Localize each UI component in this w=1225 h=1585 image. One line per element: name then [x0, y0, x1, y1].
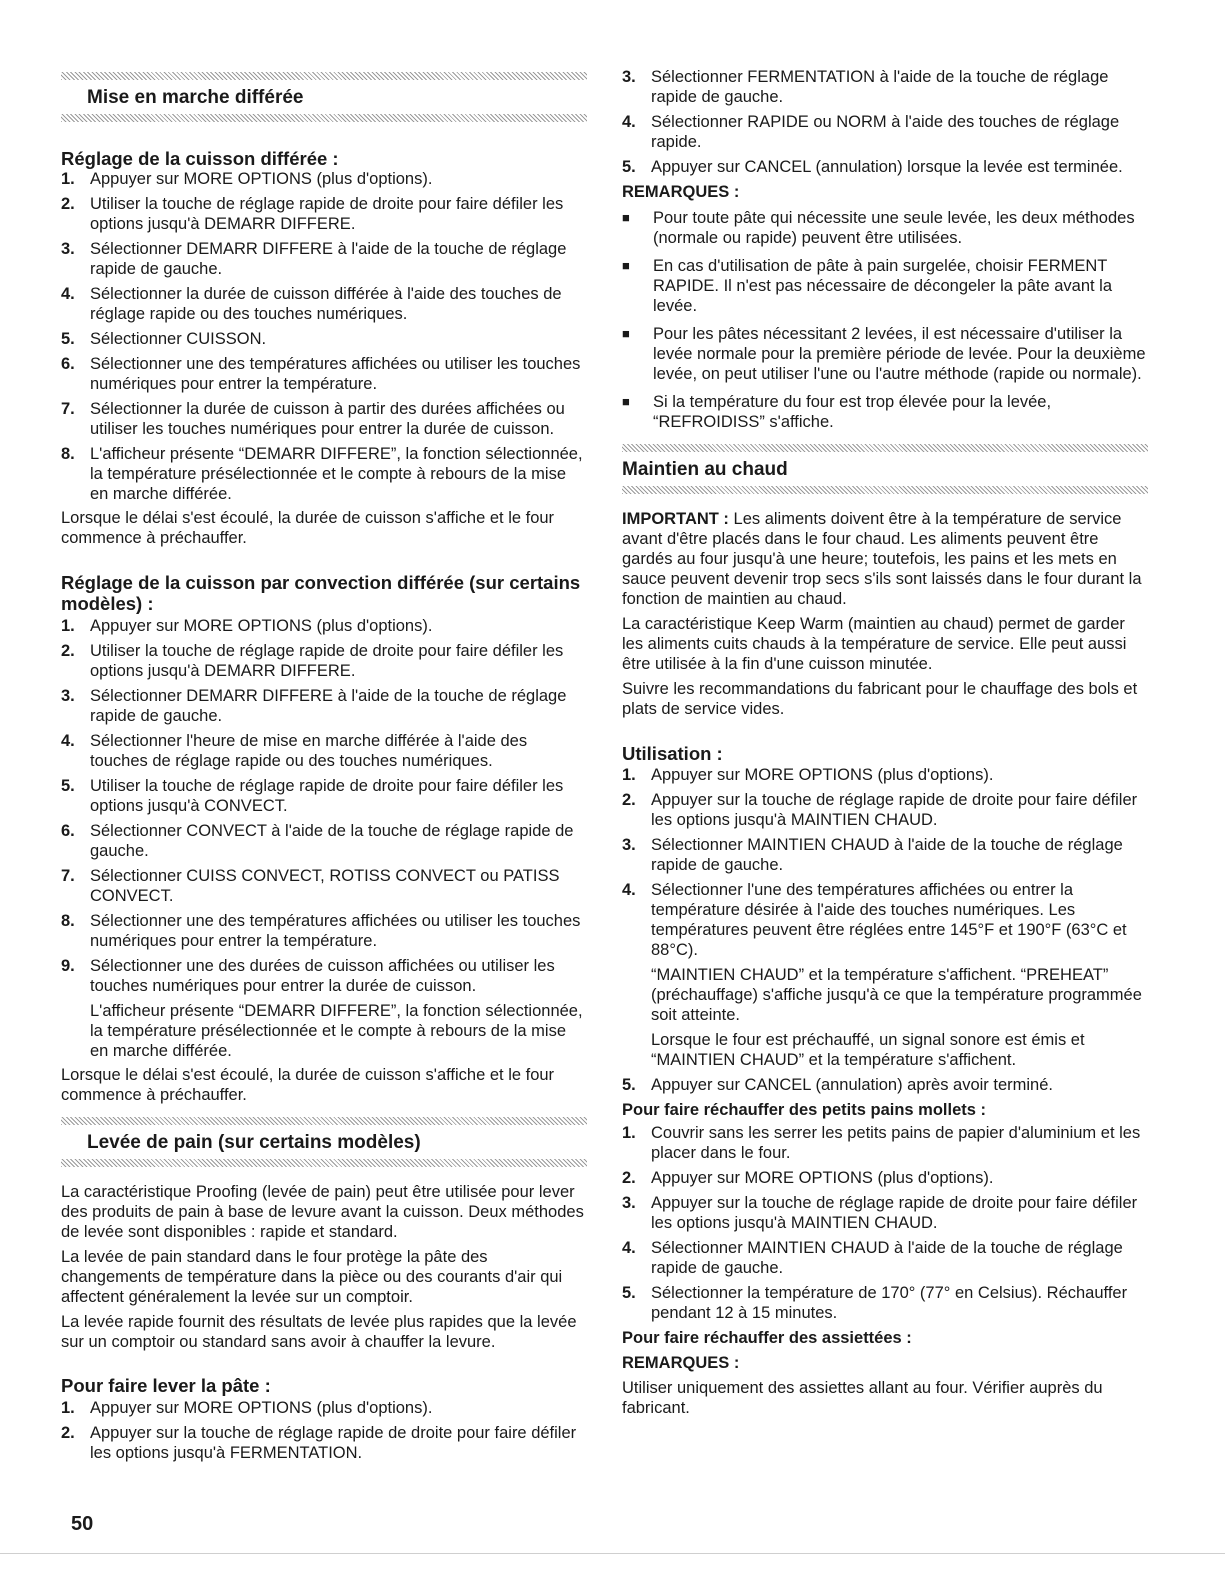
bullet-item: [622, 208, 1148, 248]
list-item: [61, 866, 587, 906]
paragraph: Lorsque le délai s'est écoulé, la durée de cuisson s'affiche et le four commence à préchauffer.: [61, 1066, 555, 1104]
item-number: 5.: [61, 777, 75, 795]
proof-steps-continued: [622, 67, 1148, 177]
item-text: L'afficheur présente “DEMARR DIFFERE”, la fonction sélectionnée, la température présélectionnée et le compte à rebours de la mise en marche différée.: [90, 445, 583, 503]
item-text: Utiliser la touche de réglage rapide de droite pour faire défiler les options jusqu'à DEMARR DIFFERE.: [90, 195, 564, 233]
item-text: Appuyer sur CANCEL (annulation) lorsque la levée est terminée.: [651, 158, 1123, 176]
right-column: [622, 0, 1148, 1418]
item-text: Appuyer sur la touche de réglage rapide de droite pour faire défiler les options jusqu'à MAINTIEN CHAUD.: [651, 1194, 1138, 1232]
subheading: Pour faire lever la pâte :: [61, 1375, 271, 1396]
list-item: [622, 835, 1148, 875]
paragraph: La levée de pain standard dans le four protège la pâte des changements de température dans la pièce ou des courants d'air qui affectent généralement la levée sur un comptoir.: [61, 1248, 563, 1306]
item-text: Sélectionner une des températures affichées ou utiliser les touches numériques pour entrer la température.: [90, 912, 581, 950]
remarks-label: REMARQUES :: [622, 1354, 740, 1372]
item-text: Sélectionner DEMARR DIFFERE à l'aide de la touche de réglage rapide de gauche.: [90, 240, 567, 278]
hatch-rule-bottom: [61, 1159, 587, 1167]
item-text: Sélectionner CUISS CONVECT, ROTISS CONVECT ou PATISS CONVECT.: [90, 867, 560, 905]
item-number: 5.: [61, 330, 75, 348]
step-note: Lorsque le four est préchauffé, un signal sonore est émis et “MAINTIEN CHAUD” et la température s'affichent.: [651, 1031, 1085, 1069]
item-text: Sélectionner CUISSON.: [90, 330, 267, 348]
hatch-rule-top: [61, 72, 587, 80]
list-item: [622, 1283, 1148, 1323]
remarks-list: [622, 208, 1148, 432]
list-item: [61, 444, 587, 504]
subheading-plates: Pour faire réchauffer des assiettées :: [622, 1329, 912, 1347]
section-header-keep-warm: [622, 444, 1148, 494]
item-text: Sélectionner l'heure de mise en marche différée à l'aide des touches de réglage rapide ou des touches numériques.: [90, 732, 528, 770]
item-number: 3.: [61, 687, 75, 705]
item-text: Sélectionner CONVECT à l'aide de la touche de réglage rapide de gauche.: [90, 822, 574, 860]
list-item: [61, 641, 587, 681]
item-number: 5.: [622, 158, 636, 176]
square-bullet-icon: ■: [622, 326, 630, 341]
item-number: 6.: [61, 822, 75, 840]
item-text: Appuyer sur la touche de réglage rapide de droite pour faire défiler les options jusqu'à MAINTIEN CHAUD.: [651, 791, 1138, 829]
important-paragraph: [622, 509, 1148, 609]
page-number: 50: [71, 1513, 94, 1535]
item-number: 1.: [622, 1124, 636, 1142]
item-number: 6.: [61, 355, 75, 373]
subheading-rolls: Pour faire réchauffer des petits pains mollets :: [622, 1101, 987, 1119]
item-number: 8.: [61, 912, 75, 930]
use-steps: [622, 765, 1148, 1095]
paragraph: La caractéristique Proofing (levée de pain) peut être utilisée pour lever des produits de pain à base de levure avant la cuisson. Deux méthodes de levée sont disponibles : rapide et standard.: [61, 1183, 584, 1241]
bullet-item: [622, 256, 1148, 316]
item-number: 1.: [61, 170, 75, 188]
list-item: [622, 790, 1148, 830]
hatch-rule-bottom: [622, 486, 1148, 494]
bullet-item: [622, 324, 1148, 384]
rolls-steps: [622, 1123, 1148, 1323]
list-item: [61, 194, 587, 234]
list-item: [622, 1193, 1148, 1233]
item-number: 5.: [622, 1076, 636, 1094]
item-text: Appuyer sur MORE OPTIONS (plus d'options).: [651, 766, 994, 784]
item-number: 4.: [622, 881, 636, 899]
item-number: 5.: [622, 1284, 636, 1302]
section-title: Mise en marche différée: [87, 87, 304, 108]
item-text: Sélectionner la température de 170° (77° en Celsius). Réchauffer pendant 12 à 15 minutes.: [651, 1284, 1128, 1322]
item-text: Sélectionner la durée de cuisson différée à l'aide des touches de réglage rapide ou des touches numériques.: [90, 285, 562, 323]
bullet-item: [622, 392, 1148, 432]
item-text: Sélectionner une des durées de cuisson affichées ou utiliser les touches numériques pour entrer la durée de cuisson.: [90, 957, 555, 995]
item-text: Sélectionner DEMARR DIFFERE à l'aide de la touche de réglage rapide de gauche.: [90, 687, 567, 725]
cook-steps: [61, 169, 587, 504]
subheading: Réglage de la cuisson différée :: [61, 148, 339, 169]
item-text: Appuyer sur MORE OPTIONS (plus d'options).: [90, 1399, 433, 1417]
item-number: 4.: [622, 1239, 636, 1257]
item-number: 2.: [61, 642, 75, 660]
item-text: Sélectionner FERMENTATION à l'aide de la touche de réglage rapide de gauche.: [651, 68, 1109, 106]
paragraph: Suivre les recommandations du fabricant pour le chauffage des bols et plats de service vides.: [622, 680, 1138, 718]
section-title: Maintien au chaud: [622, 459, 788, 480]
list-item: [622, 1123, 1148, 1163]
list-item: [622, 67, 1148, 107]
item-number: 4.: [61, 732, 75, 750]
list-item: [61, 821, 587, 861]
list-item: [622, 112, 1148, 152]
list-item: [61, 911, 587, 951]
item-text: Pour les pâtes nécessitant 2 levées, il est nécessaire d'utiliser la levée normale pour la première période de levée. Pour la deuxième levée, on peut utiliser l'une ou l'autre méthode (rapide ou normale).: [653, 325, 1146, 383]
step-note: “MAINTIEN CHAUD” et la température s'affichent. “PREHEAT” (préchauffage) s'affiche jusqu'à ce que la température programmée soit atteinte.: [651, 966, 1142, 1024]
item-text: Pour toute pâte qui nécessite une seule levée, les deux méthodes (normale ou rapide) peuvent être utilisées.: [653, 209, 1135, 247]
item-text: Appuyer sur MORE OPTIONS (plus d'options).: [90, 617, 433, 635]
square-bullet-icon: ■: [622, 258, 630, 273]
list-item: [61, 616, 587, 636]
item-text: Appuyer sur MORE OPTIONS (plus d'options).: [651, 1169, 994, 1187]
remarks-label: REMARQUES :: [622, 183, 740, 201]
item-number: 1.: [61, 617, 75, 635]
item-text: Appuyer sur MORE OPTIONS (plus d'options).: [90, 170, 433, 188]
list-item: [61, 284, 587, 324]
hatch-rule-bottom: [61, 114, 587, 122]
item-number: 7.: [61, 400, 75, 418]
left-column: [61, 0, 587, 1463]
item-number: 2.: [622, 1169, 636, 1187]
item-number: 3.: [622, 68, 636, 86]
item-text: Sélectionner une des températures affichées ou utiliser les touches numériques pour entrer la température.: [90, 355, 581, 393]
item-text: Si la température du four est trop élevée pour la levée, “REFROIDISS” s'affiche.: [653, 393, 1052, 431]
item-number: 3.: [622, 1194, 636, 1212]
item-text: Sélectionner MAINTIEN CHAUD à l'aide de la touche de réglage rapide de gauche.: [651, 1239, 1123, 1277]
item-number: 7.: [61, 867, 75, 885]
list-item: [61, 1423, 587, 1463]
subheading: Réglage de la cuisson par convection différée (sur certains modèles) :: [61, 572, 581, 614]
list-item: [622, 1168, 1148, 1188]
important-label: IMPORTANT :: [622, 510, 729, 528]
item-number: 2.: [622, 791, 636, 809]
item-number: 8.: [61, 445, 75, 463]
hatch-rule-top: [61, 1117, 587, 1125]
list-item: [61, 239, 587, 279]
list-item: [61, 329, 587, 349]
list-item: [61, 776, 587, 816]
list-item: [61, 686, 587, 726]
section-title: Levée de pain (sur certains modèles): [87, 1132, 421, 1153]
list-item: [61, 354, 587, 394]
square-bullet-icon: ■: [622, 394, 630, 409]
convect-steps: [61, 616, 587, 1061]
important-text: Les aliments doivent être à la température de service avant d'être placés dans le four chaud. Les aliments peuvent être gardés au four jusqu'à une heure; toutefois, les pains et les mets en sauce peuvent devenir trop secs s'ils sont laissés dans le four durant la fonction de maintien au chaud.: [622, 510, 1142, 608]
bottom-divider: [0, 1553, 1225, 1554]
item-text: Appuyer sur CANCEL (annulation) après avoir terminé.: [651, 1076, 1053, 1094]
item-text: En cas d'utilisation de pâte à pain surgelée, choisir FERMENT RAPIDE. Il n'est pas nécessaire de décongeler la pâte avant la levée.: [653, 257, 1113, 315]
list-item: [622, 1075, 1148, 1095]
item-number: 3.: [61, 240, 75, 258]
section-header-proofing: [61, 1117, 587, 1167]
item-text: Utiliser la touche de réglage rapide de droite pour faire défiler les options jusqu'à CONVECT.: [90, 777, 564, 815]
list-item: [61, 956, 587, 996]
hatch-rule-top: [622, 444, 1148, 452]
list-item: [61, 169, 587, 189]
list-item: [61, 731, 587, 771]
list-item: [622, 765, 1148, 785]
item-text: Sélectionner RAPIDE ou NORM à l'aide des touches de réglage rapide.: [651, 113, 1120, 151]
item-text: Utiliser la touche de réglage rapide de droite pour faire défiler les options jusqu'à DEMARR DIFFERE.: [90, 642, 564, 680]
item-number: 2.: [61, 195, 75, 213]
subheading: Utilisation :: [622, 743, 723, 764]
step-note: L'afficheur présente “DEMARR DIFFERE”, la fonction sélectionnée, la température présélectionnée et le compte à rebours de la mise en marche différée.: [90, 1002, 583, 1060]
paragraph: La levée rapide fournit des résultats de levée plus rapides que la levée sur un comptoir ou standard sans avoir à chauffer la levure.: [61, 1313, 577, 1351]
item-number: 1.: [622, 766, 636, 784]
item-number: 1.: [61, 1399, 75, 1417]
paragraph: Utiliser uniquement des assiettes allant au four. Vérifier auprès du fabricant.: [622, 1379, 1103, 1417]
item-number: 2.: [61, 1424, 75, 1442]
paragraph: Lorsque le délai s'est écoulé, la durée de cuisson s'affiche et le four commence à préchauffer.: [61, 509, 555, 547]
item-text: Appuyer sur la touche de réglage rapide de droite pour faire défiler les options jusqu'à FERMENTATION.: [90, 1424, 577, 1462]
square-bullet-icon: ■: [622, 210, 630, 225]
item-number: 9.: [61, 957, 75, 975]
item-text: Sélectionner la durée de cuisson à partir des durées affichées ou utiliser les touches numériques pour entrer la durée de cuisson.: [90, 400, 565, 438]
section-header-delayed-start: [61, 72, 587, 122]
list-item: [622, 1238, 1148, 1278]
list-item: [61, 1398, 587, 1418]
paragraph: La caractéristique Keep Warm (maintien au chaud) permet de garder les aliments cuits chauds à la température de service. Elle peut aussi être utilisée à la fin d'une cuisson minutée.: [622, 615, 1127, 673]
item-number: 3.: [622, 836, 636, 854]
item-text: Sélectionner MAINTIEN CHAUD à l'aide de la touche de réglage rapide de gauche.: [651, 836, 1123, 874]
list-item: [622, 157, 1148, 177]
item-number: 4.: [622, 113, 636, 131]
item-number: 4.: [61, 285, 75, 303]
list-item: [61, 399, 587, 439]
item-text: Sélectionner l'une des températures affichées ou entrer la température désirée à l'aide des touches numériques. Les températures peuvent être réglées entre 145°F et 190°F (63°C et 88°C).: [651, 881, 1127, 959]
item-text: Couvrir sans les serrer les petits pains de papier d'aluminium et les placer dans le four.: [651, 1124, 1141, 1162]
list-item: [622, 880, 1148, 960]
